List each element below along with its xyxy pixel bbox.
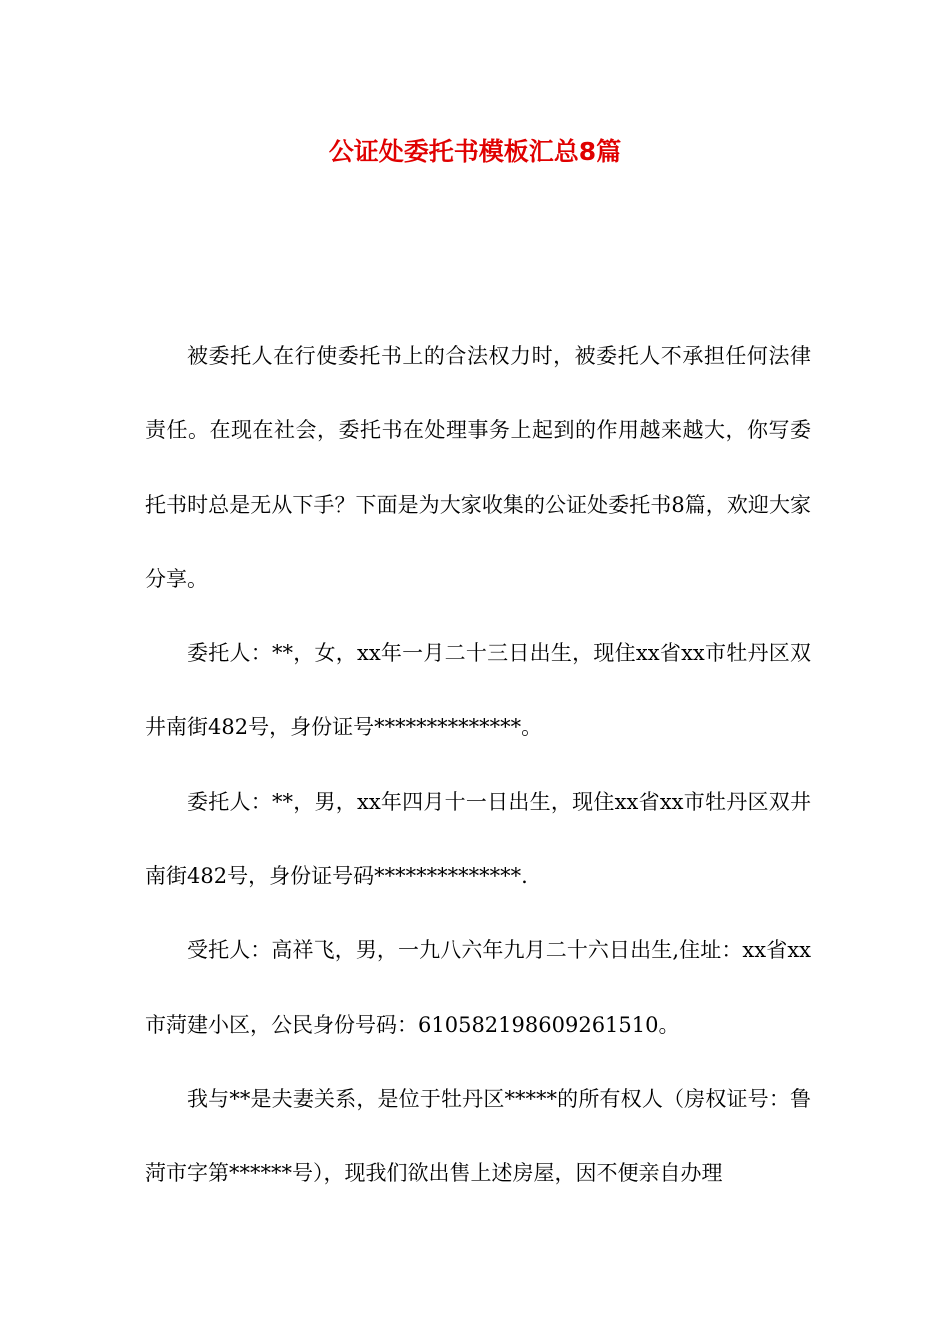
document-body bbox=[145, 319, 811, 1211]
paragraph-principal-female: 委托人：**，女，xx年一月二十三日出生，现住xx省xx市牡丹区双井南街482号，身份证号**************。 bbox=[145, 641, 811, 740]
paragraph-intro: 被委托人在行使委托书上的合法权力时，被委托人不承担任何法律责任。在现在社会，委托书在处理事务上起到的作用越来越大，你写委托书时总是无从下手？下面是为大家收集的公证处委托书8篇，欢迎大家分享。 bbox=[145, 344, 811, 591]
paragraph-agent: 受托人：高祥飞，男，一九八六年九月二十六日出生,住址：xx省xx市菏建小区，公民身份号码：610582198609261510。 bbox=[145, 938, 811, 1037]
document-title: 公证处委托书模板汇总8篇 bbox=[328, 137, 622, 166]
paragraph-statement: 我与**是夫妻关系，是位于牡丹区*****的所有权人（房权证号：鲁菏市字第******号），现我们欲出售上述房屋，因不便亲自办理 bbox=[145, 1086, 811, 1186]
paragraph-principal-male: 委托人：**，男，xx年四月十一日出生，现住xx省xx市牡丹区双井南街482号，身份证号码**************. bbox=[145, 789, 811, 889]
